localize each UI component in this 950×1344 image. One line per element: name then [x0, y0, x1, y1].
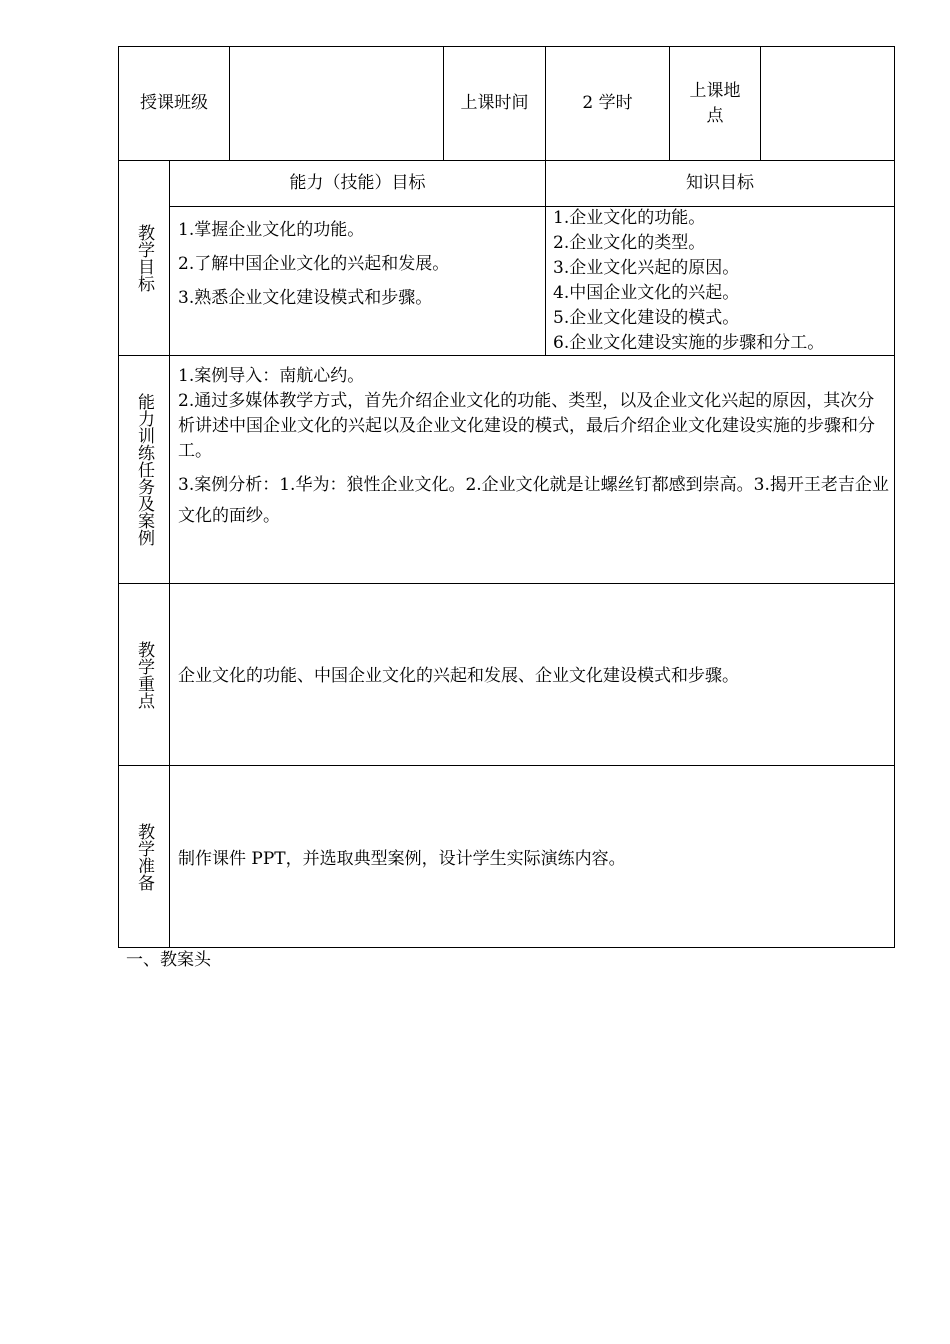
- place-label: 上课地点: [689, 80, 741, 126]
- time-value: 2 学时: [582, 93, 633, 113]
- list-item: 2.企业文化的类型。: [553, 233, 706, 253]
- skill-goals-header: 能力（技能）目标: [289, 173, 426, 193]
- preparation-side-label: 教学准备: [134, 822, 154, 891]
- skill-goals-list: [178, 213, 449, 315]
- list-item: 6.企业文化建设实施的步骤和分工。: [553, 333, 825, 353]
- class-label: 授课班级: [140, 93, 208, 113]
- training-method: 2.通过多媒体教学方式，首先介绍企业文化的功能、类型，以及企业文化兴起的原因，其次分析讲述中国企业文化的兴起以及企业文化建设的模式，最后介绍企业文化建设实施的步骤和分工。: [178, 391, 875, 461]
- list-item: 2.了解中国企业文化的兴起和发展。: [178, 254, 450, 274]
- key-points-side-label: 教学重点: [134, 640, 154, 709]
- list-item: 3.企业文化兴起的原因。: [553, 258, 740, 278]
- training-intro: 1.案例导入：南航心约。: [178, 366, 365, 386]
- training-cases: 3.案例分析：1.华为：狼性企业文化。2.企业文化就是让螺丝钉都感到崇高。3.揭开王老吉企业文化的面纱。: [178, 475, 889, 526]
- table-border-bottom: [118, 947, 895, 948]
- list-item: 5.企业文化建设的模式。: [553, 308, 740, 328]
- col-divider: [169, 160, 170, 948]
- knowledge-goals-header: 知识目标: [686, 173, 754, 193]
- list-item: 1.掌握企业文化的功能。: [178, 220, 365, 240]
- list-item: 3.熟悉企业文化建设模式和步骤。: [178, 288, 433, 308]
- place-value: [761, 47, 894, 160]
- time-label: 上课时间: [460, 93, 529, 113]
- knowledge-goals-list: [553, 206, 824, 356]
- table-border-right: [894, 46, 895, 948]
- class-value: [230, 47, 443, 160]
- row-divider: [118, 583, 895, 584]
- list-item: 4.中国企业文化的兴起。: [553, 283, 740, 303]
- key-points-text: 企业文化的功能、中国企业文化的兴起和发展、企业文化建设模式和步骤。: [178, 666, 739, 686]
- row-divider: [118, 765, 895, 766]
- teaching-goals-side-label: 教学目标: [134, 224, 154, 292]
- list-item: 1.企业文化的功能。: [553, 208, 706, 228]
- preparation-text: 制作课件 PPT，并选取典型案例，设计学生实际演练内容。: [178, 849, 626, 869]
- training-side-label: 能力训练任务及案例: [134, 393, 154, 546]
- section-heading: 一、教案头: [126, 950, 211, 970]
